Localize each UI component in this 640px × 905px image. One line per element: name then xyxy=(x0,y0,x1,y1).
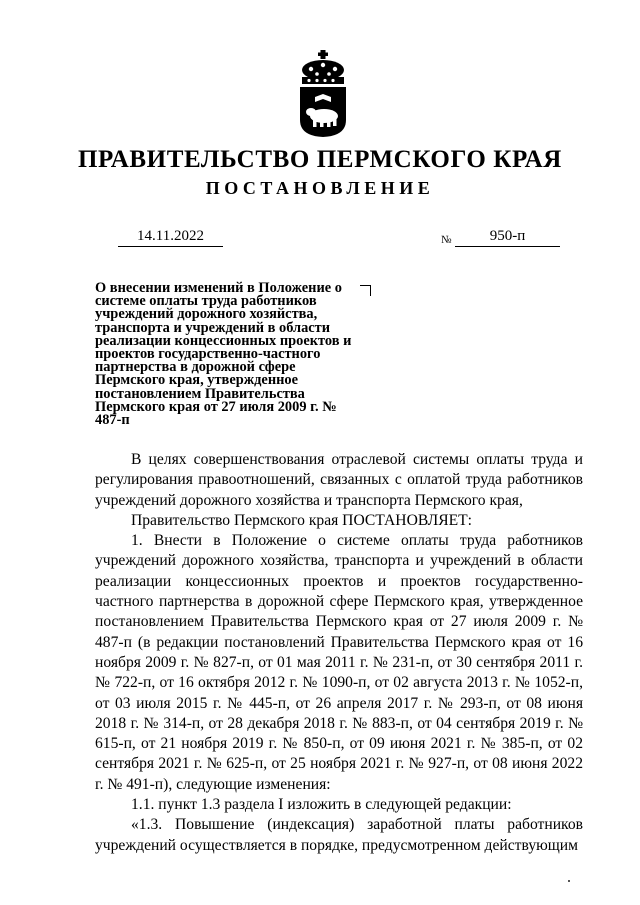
body-paragraph: Правительство Пермского края ПОСТАНОВЛЯЕТ: xyxy=(131,511,472,529)
body-paragraph: 1. Внести в Положение о системе оплаты труда работников учреждений дорожного хозяйства, транспорта и учреждений в области реализации концессионных проектов и проектов государственно-частного партнерства в дорожной сфере Пермского края, утвержденное постановлением Правительства Пермского края от 27 июля 2009 г. № 487-п (в редакции постановлений Правительства Пермского края от 16 ноября 2009 г. № 827-п, от 01 мая 2011 г. № 231-п, от 30 сентября 2011 г. № 722-п, от 16 октября 2012 г. № 1090-п, от 02 августа 2013 г. № 1052-п, от 03 июля 2015 г. № 445-п, от 26 апреля 2017 г. № 293-п, от 08 июня 2018 г. № 314-п, от 28 декабря 2018 г. № 883-п, от 04 сентября 2019 г. № 615-п, от 21 ноября 2019 г. № 850-п, от 09 июня 2021 г. № 385-п, от 02 сентября 2021 г. № 625-п, от 25 ноября 2021 г. № 927-п, от 08 июня 2022 г. № 491-п), следующие изменения: xyxy=(95,532,583,793)
body-paragraph: В целях совершенствования отраслевой системы оплаты труда и регулирования правоотношений, связанных с оплатой труда работников учреждений дорожного хозяйства и транспорта Пермского края, xyxy=(95,451,583,509)
number-sign: № xyxy=(441,234,452,246)
document-number: 950-п xyxy=(455,228,560,247)
document-body xyxy=(95,450,583,856)
body-paragraph: «1.3. Повышение (индексация) заработной платы работников учреждений осуществляется в порядке, предусмотренном действующим xyxy=(95,816,583,854)
document-subject: О внесении изменений в Положение о системе оплаты труда работников учреждений дорожного хозяйства, транспорта и учреждений в области реализации концессионных проектов и проектов государственно-частного партнерства в дорожной сфере Пермского края, утвержденное постановлением Правительства Пермского края от 27 июля 2009 г. № 487-п xyxy=(95,280,352,429)
scan-artifact xyxy=(568,880,570,882)
document-type: ПОСТАНОВЛЕНИЕ xyxy=(205,178,435,198)
crown-icon xyxy=(302,50,344,84)
government-title: ПРАВИТЕЛЬСТВО ПЕРМСКОГО КРАЯ xyxy=(78,146,562,173)
body-paragraph: 1.1. пункт 1.3 раздела I изложить в следующей редакции: xyxy=(131,796,512,814)
document-date: 14.11.2022 xyxy=(118,228,223,247)
subject-corner-mark xyxy=(360,285,371,296)
perm-krai-coat-of-arms-icon xyxy=(297,50,349,138)
